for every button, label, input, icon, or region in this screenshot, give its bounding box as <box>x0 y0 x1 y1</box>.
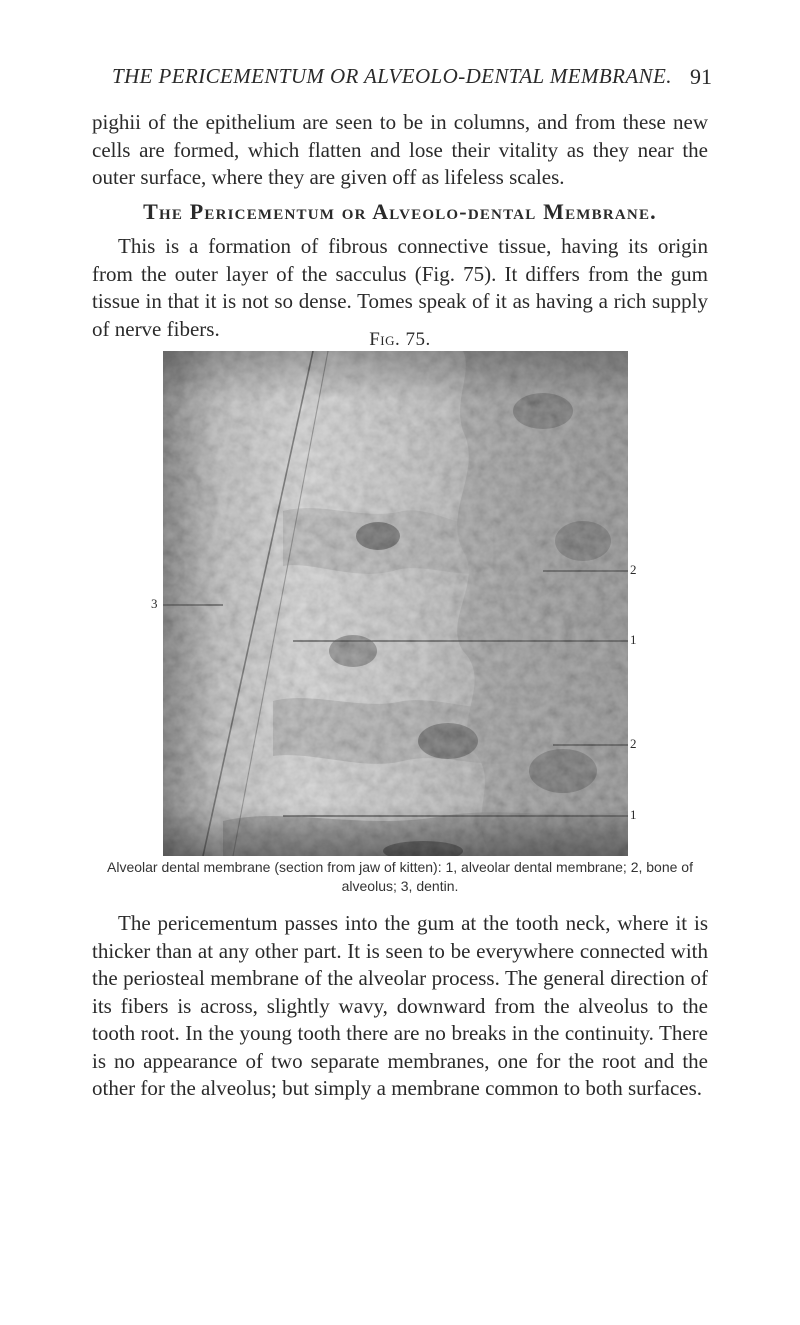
figure-caption: Alveolar dental membrane (section from jaw of kitten): 1, alveolar dental membrane; 2, bone of alveolus; 3, dentin. <box>107 859 693 894</box>
figure-mark-2-upper: 2 <box>630 562 637 577</box>
figure-mark-2-lower: 2 <box>630 736 637 751</box>
running-title: THE PERICEMENTUM OR ALVEOLO-DENTAL MEMBRANE. <box>112 64 672 88</box>
figure-label: Fig. 75. <box>369 329 431 350</box>
section-title: The Pericementum or Alveolo-dental Membrane. <box>143 199 657 224</box>
page-number: 91 <box>690 64 712 89</box>
paragraph-intro: This is a formation of fibrous connective tissue, having its origin from the outer layer of the sacculus (Fig. 75). It differs from the gum tissue in that it is not so dense. Tomes speak of it as having a rich supply of nerve fibers. <box>92 234 708 341</box>
micrograph-image <box>163 351 628 856</box>
paragraph-continued: pighii of the epithelium are seen to be in columns, and from these new cells are formed, which flatten and lose their vitality as they near the outer surface, where they are given off as lifeless scales. <box>92 110 708 189</box>
figure-mark-1-lower: 1 <box>630 807 637 822</box>
figure-mark-1-upper: 1 <box>630 632 637 647</box>
running-header <box>92 64 712 94</box>
figure-mark-3: 3 <box>151 596 158 611</box>
paragraph-closing: The pericementum passes into the gum at the tooth neck, where it is thicker than at any other part. It is seen to be everywhere connected with the periosteal membrane of the alveolar process. The general direction of its fibers is across, slightly wavy, downward from the alveolus to the tooth root. In the young tooth there are no breaks in the continuity. There is no appearance of two separate membranes, one for the root and the other for the alveolus; but simply a membrane common to both surfaces. <box>92 911 708 1100</box>
figure-micrograph <box>151 351 637 856</box>
